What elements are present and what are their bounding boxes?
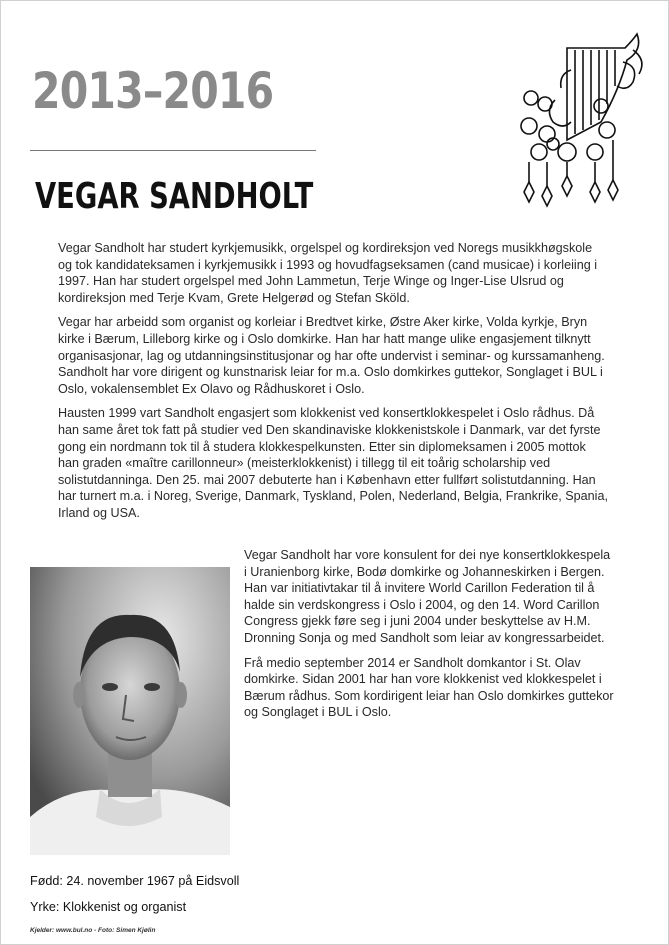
bio-paragraph-consultant: Vegar Sandholt har vore konsulent for dei nye konsertklokkespela i Uranienborg kirke, Bodø domkirke og Johanneskirken i Bergen. Han var initiativtakar til å invitere World Carillon Federation til å halde sin verdskongress i Oslo i 2004, og den 14. Word Carillon Congress gjekk føre seg i juni 2004 under beskyttelse av H.M. Dronning Sonja og med Sandholt som leiar av kongressarbeidet. <box>244 548 611 645</box>
biography-side <box>244 547 616 729</box>
biography-main <box>58 240 608 530</box>
years-heading: 2013–2016 <box>32 62 274 120</box>
source-credits: Kjelder: www.bul.no - Foto: Simen Kjølin <box>30 927 156 934</box>
bio-paragraph-career: Vegar har arbeidd som organist og korleiar i Bredtvet kirke, Østre Aker kirke, Volda kyrkje, Bryn kirke i Bærum, Lilleborg kirke og i Oslo domkirke. Han har hatt mange ulike engasjement tilknytt organisasjonar, lag og utdanningsinstitusjonar og har ofte undervist i seminar- og kurssamanheng. Sandholt har vore dirigent og kunstnarisk leiar for m.a. Oslo domkirkes guttekor, Songlaget i BUL i Oslo, vokalensemblet Ex Olavo og Rådhuskoret i Oslo. <box>58 315 605 396</box>
harp-emblem-icon <box>515 30 645 215</box>
profession-info: Yrke: Klokkenist og organist <box>30 900 187 914</box>
birth-info: Fødd: 24. november 1967 på Eidsvoll <box>30 874 240 888</box>
bio-paragraph-carillon: Hausten 1999 vart Sandholt engasjert som klokkenist ved konsertklokkespelet i Oslo rådhus. Då han same året tok fatt på studier ved Den skandinaviske klokkenistskole i Danmark, var det fyrste gong ein nordmann tok til å studera klokkespelkunsten. Etter sin diplomeksamen i 2005 mottok han graden «maître carillonneur» (meisterklokkenist) i tillegg til eit toårig scholarship ved solistutdanninga. Den 25. mai 2007 debuterte han i København etter fullført solistutdanning. Han har turnert m.a. i Noreg, Sverige, Danmark, Tyskland, Polen, Nederland, Belgia, Frankrike, Spania, Irland og USA. <box>58 406 608 520</box>
heading-divider <box>30 150 316 151</box>
bio-paragraph-current: Frå medio september 2014 er Sandholt domkantor i St. Olav domkirke. Sidan 2001 har han vore klokkenist ved klokkespelet i Bærum rådhus. Som kordirigent leiar han Oslo domkirkes guttekor og Songlaget i BUL i Oslo. <box>244 655 614 720</box>
portrait-photo <box>30 567 230 855</box>
person-name-heading: VEGAR SANDHOLT <box>35 176 314 217</box>
bio-paragraph-education: Vegar Sandholt har studert kyrkjemusikk, orgelspel og kordireksjon ved Noregs musikkhøgskole og tok kandidateksamen i kyrkjemusikk i 1993 og hovudfagseksamen (cand musicae) i korleiing i 1997. Han har studert orgelspel med John Lammetun, Terje Winge og Inger-Lise Ulsrud og kordireksjon med Terje Kvam, Grete Helgerød og Stefan Sköld. <box>58 241 598 305</box>
